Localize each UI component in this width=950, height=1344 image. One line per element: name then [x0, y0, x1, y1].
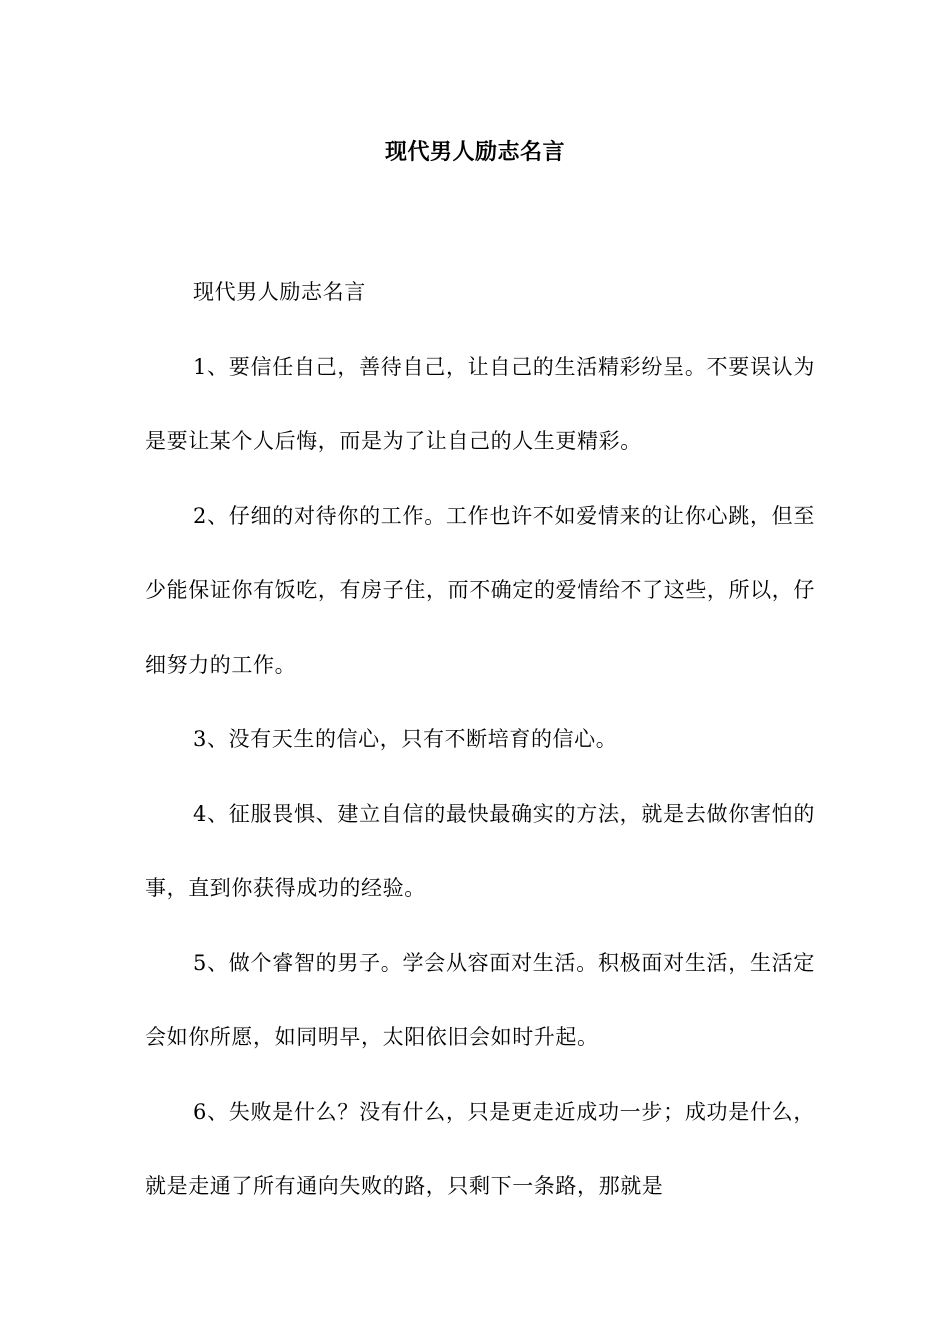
document-body [145, 255, 815, 1224]
paragraph-quote-3: 3、没有天生的信心，只有不断培育的信心。 [193, 727, 618, 751]
paragraph-heading: 现代男人励志名言 [193, 280, 366, 304]
document-title: 现代男人励志名言 [384, 139, 565, 165]
paragraph-quote-6: 6、失败是什么？没有什么，只是更走近成功一步；成功是什么，就是走通了所有通向失败的路，只剩下一条路，那就是 [145, 1099, 815, 1198]
paragraph-quote-2: 2、仔细的对待你的工作。工作也许不如爱情来的让你心跳，但至少能保证你有饭吃，有房子住，而不确定的爱情给不了这些，所以，仔细努力的工作。 [145, 503, 815, 677]
paragraph-quote-5: 5、做个睿智的男子。学会从容面对生活。积极面对生活，生活定会如你所愿，如同明早，太阳依旧会如时升起。 [145, 950, 815, 1049]
paragraph-quote-4: 4、征服畏惧、建立自信的最快最确实的方法，就是去做你害怕的事，直到你获得成功的经验。 [145, 801, 815, 900]
paragraph-quote-1: 1、要信任自己，善待自己，让自己的生活精彩纷呈。不要误认为是要让某个人后悔，而是为了让自己的人生更精彩。 [145, 354, 815, 453]
